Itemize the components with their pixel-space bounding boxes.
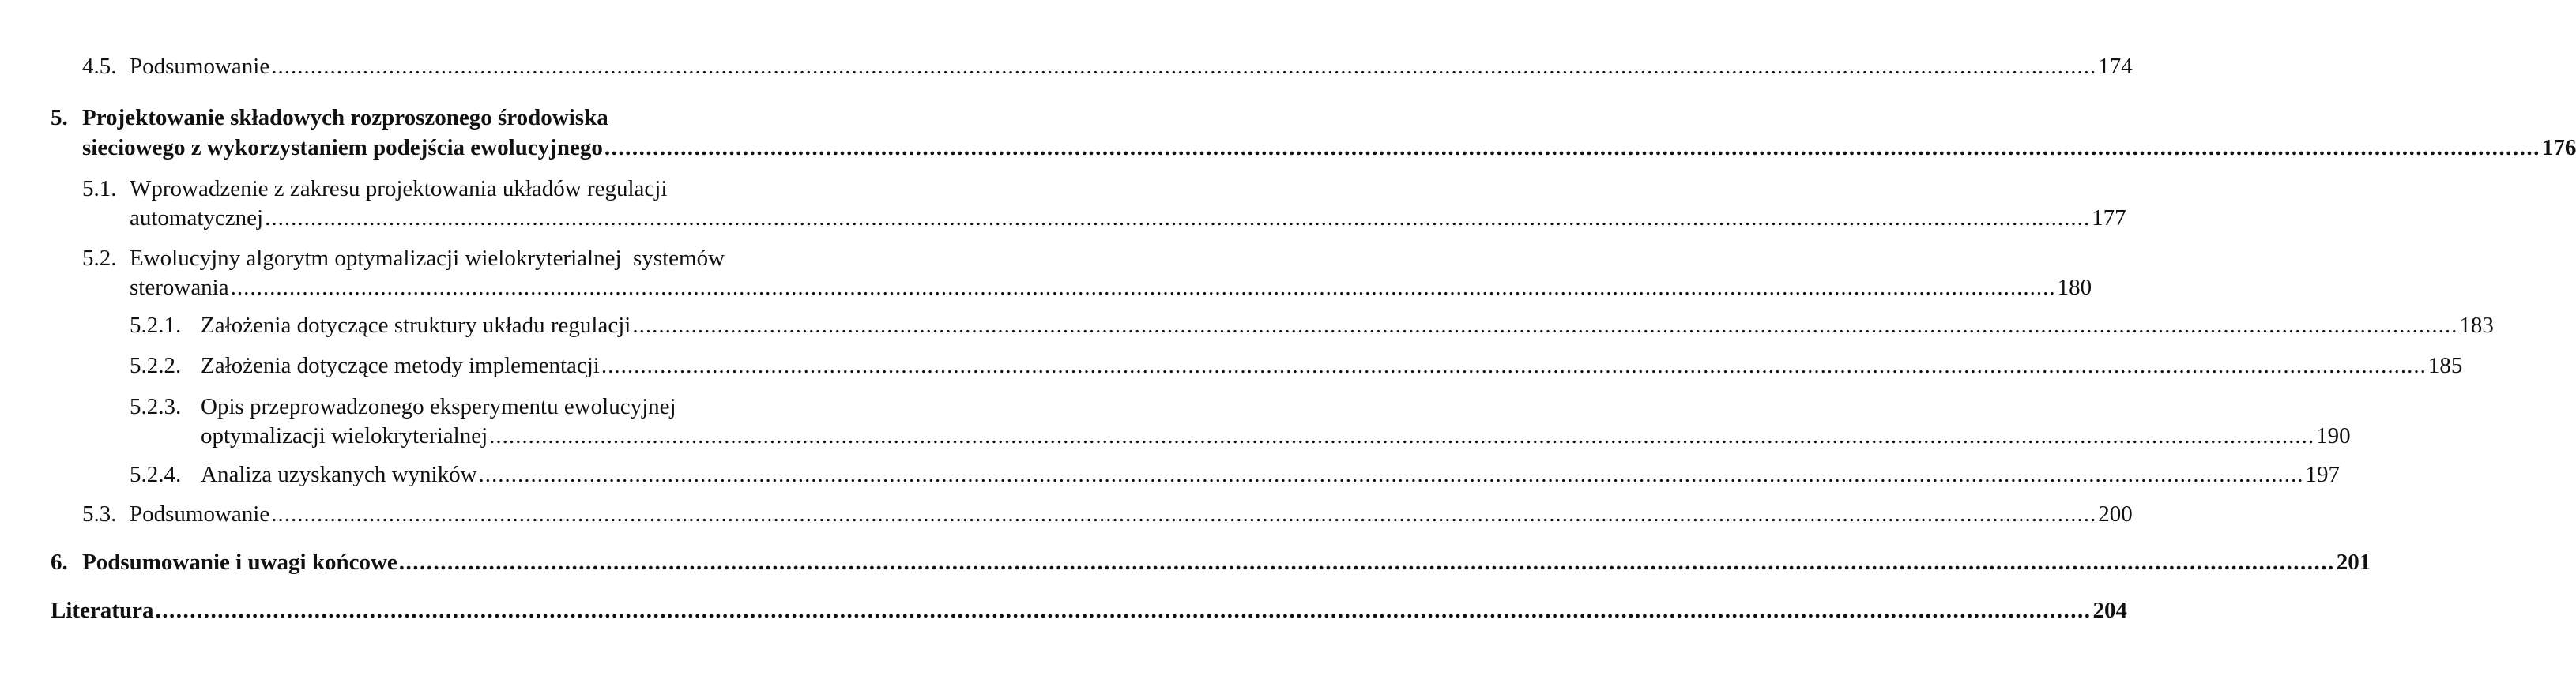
entry-title-line-1: Opis przeprowadzonego eksperymentu ewolucyjnej [201, 394, 676, 419]
toc-entry-5-3[interactable] [82, 501, 2133, 527]
toc-entry-5-2-4[interactable] [130, 462, 2341, 488]
dot-leader [231, 273, 2056, 302]
entry-number: 5.2.2. [130, 353, 182, 378]
dot-leader [271, 54, 2096, 80]
entry-page-number: 180 [2057, 275, 2092, 300]
entry-number: 6. [51, 550, 68, 575]
entry-title-line-1: Ewolucyjny algorytm optymalizacji wielokryterialnej systemów [130, 246, 725, 271]
toc-entry-5-1[interactable] [82, 175, 2126, 233]
toc-entry-chapter-6[interactable] [51, 550, 2371, 576]
entry-page-number: 190 [2316, 423, 2351, 449]
entry-page-number: 177 [2092, 205, 2126, 231]
entry-title: Analiza uzyskanych wyników [201, 462, 477, 487]
entry-page-number: 200 [2098, 501, 2133, 527]
entry-title: Podsumowanie [130, 501, 270, 527]
toc-entry-literatura[interactable] [51, 598, 2127, 624]
dot-leader [479, 462, 2304, 488]
entry-number: 5. [51, 105, 68, 130]
entry-page-number: 185 [2427, 353, 2463, 378]
entry-title-line-2: optymalizacji wielokryterialnej [201, 423, 488, 449]
dot-leader [155, 598, 2091, 624]
toc-entry-chapter-5[interactable] [51, 103, 2576, 163]
entry-page-number: 201 [2336, 550, 2371, 575]
dot-leader [271, 501, 2096, 527]
dot-leader [601, 353, 2427, 379]
dot-leader [632, 313, 2457, 339]
dot-leader [265, 204, 2090, 233]
entry-title-line-2: sieciowego z wykorzystaniem podejścia ewolucyjnego [82, 135, 603, 160]
entry-number: 4.5. [82, 54, 117, 79]
entry-number: 5.2.4. [130, 462, 182, 487]
dot-leader [604, 133, 2540, 163]
entry-page-number: 204 [2092, 598, 2127, 623]
toc-entry-5-2-3[interactable] [130, 392, 2351, 451]
entry-title-line-2: automatycznej [130, 205, 264, 231]
toc-entry-5-2-2[interactable] [130, 353, 2463, 379]
entry-number: 5.2.1. [130, 313, 182, 338]
entry-title: Podsumowanie i uwagi końcowe [82, 550, 397, 575]
entry-title-line-1: Wprowadzenie z zakresu projektowania układów regulacji [130, 176, 668, 201]
entry-title: Założenia dotyczące metody implementacji [201, 353, 600, 378]
entry-title: Podsumowanie [130, 54, 270, 79]
entry-title: Założenia dotyczące struktury układu regulacji [201, 313, 631, 338]
dot-leader [489, 422, 2314, 451]
entry-number: 5.1. [82, 176, 117, 201]
toc-entry-5-2[interactable] [82, 244, 2092, 302]
entry-number: 5.2. [82, 246, 117, 271]
entry-page-number: 197 [2305, 462, 2341, 487]
toc-entry-5-2-1[interactable] [130, 313, 2494, 339]
entry-title-line-2: sterowania [130, 275, 229, 300]
entry-page-number: 176 [2541, 135, 2576, 160]
entry-number: 5.2.3. [130, 394, 182, 419]
entry-page-number: 174 [2098, 54, 2133, 79]
entry-number: 5.3. [82, 501, 117, 527]
dot-leader [399, 550, 2335, 576]
entry-page-number: 183 [2459, 313, 2494, 338]
toc-entry-4-5[interactable] [82, 54, 2133, 80]
entry-title-line-1: Projektowanie składowych rozproszonego środowiska [82, 105, 608, 130]
entry-title: Literatura [51, 598, 154, 623]
